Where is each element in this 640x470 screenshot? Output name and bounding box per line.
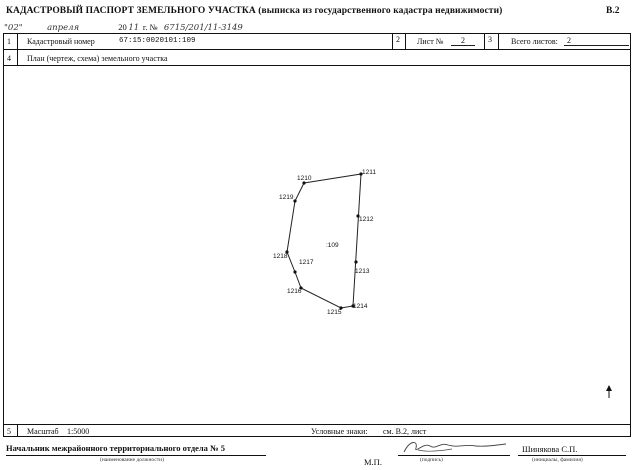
official-name: Шинякова С.П. xyxy=(522,444,578,454)
scale-label: Масштаб xyxy=(27,427,59,436)
date-year-suffix: 11 xyxy=(128,23,140,33)
sheet-number-value: 2 xyxy=(451,36,475,46)
date-year-prefix: 20 xyxy=(118,22,127,32)
date-g-label: г. № xyxy=(142,22,158,32)
signature-underline xyxy=(398,455,510,456)
point-label-1211: 1211 xyxy=(362,169,376,176)
cadastral-number-value: 67:15:0020101:109 xyxy=(119,37,196,45)
point-label-1217: 1217 xyxy=(299,259,314,266)
field-number: 2 xyxy=(396,35,400,44)
vertex-1213 xyxy=(354,260,357,263)
vertex-1217 xyxy=(293,270,296,273)
legend-value: см. В.2, лист xyxy=(383,427,427,436)
point-label-1214: 1214 xyxy=(353,303,368,310)
parcel-plan xyxy=(3,66,631,424)
name-underline xyxy=(518,455,626,456)
field-number: 3 xyxy=(488,35,492,44)
divider xyxy=(17,425,18,437)
field-number: 4 xyxy=(7,54,11,63)
divider xyxy=(17,50,18,66)
field-number: 5 xyxy=(7,427,11,436)
divider xyxy=(405,33,406,50)
point-label-1212: 1212 xyxy=(359,216,374,223)
stamp-place-label: М.П. xyxy=(364,457,382,467)
date-month: апреля xyxy=(24,23,102,34)
doc-number: 6715/201/11-3149 xyxy=(160,23,284,34)
point-label-1216: 1216 xyxy=(287,288,302,295)
field-number: 1 xyxy=(7,37,11,46)
north-arrow-icon xyxy=(606,385,612,398)
parcel-drawing xyxy=(3,66,631,424)
cadastral-number-label: Кадастровый номер xyxy=(27,37,95,46)
point-label-1218: 1218 xyxy=(273,253,288,260)
position-underline xyxy=(6,455,266,456)
official-position: Начальник межрайонного территориального отдела № 5 xyxy=(6,443,225,453)
point-label-1219: 1219 xyxy=(279,194,294,201)
total-sheets-label: Всего листов: xyxy=(511,37,558,46)
name-caption: (инициалы, фамилия) xyxy=(532,457,583,463)
row-scale xyxy=(3,424,631,437)
point-label-1215: 1215 xyxy=(327,309,342,316)
point-label-1213: 1213 xyxy=(355,268,370,275)
position-caption: (наименование должности) xyxy=(100,457,164,463)
row-cadastral xyxy=(3,33,631,50)
divider xyxy=(392,33,393,50)
vertex-1219 xyxy=(293,199,296,202)
legend-label: Условные знаки: xyxy=(311,427,368,436)
date-day: "02" xyxy=(4,23,23,33)
signature-caption: (подпись) xyxy=(420,457,443,463)
document-title: КАДАСТРОВЫЙ ПАСПОРТ ЗЕМЕЛЬНОГО УЧАСТКА (выписка из государственного кадастра недвижимости) xyxy=(6,6,503,16)
point-label-1210: 1210 xyxy=(297,175,312,182)
plan-label: План (чертеж, схема) земельного участка xyxy=(27,54,168,63)
sheet-code: В.2 xyxy=(606,6,620,16)
total-sheets-value: 2 xyxy=(564,36,629,46)
scale-value: 1:5000 xyxy=(67,427,90,436)
row-plan-header xyxy=(3,50,631,66)
divider xyxy=(484,33,485,50)
divider xyxy=(498,33,499,50)
parcel-label: :109 xyxy=(326,242,339,249)
divider xyxy=(17,33,18,50)
sheet-number-label: Лист № xyxy=(417,37,444,46)
